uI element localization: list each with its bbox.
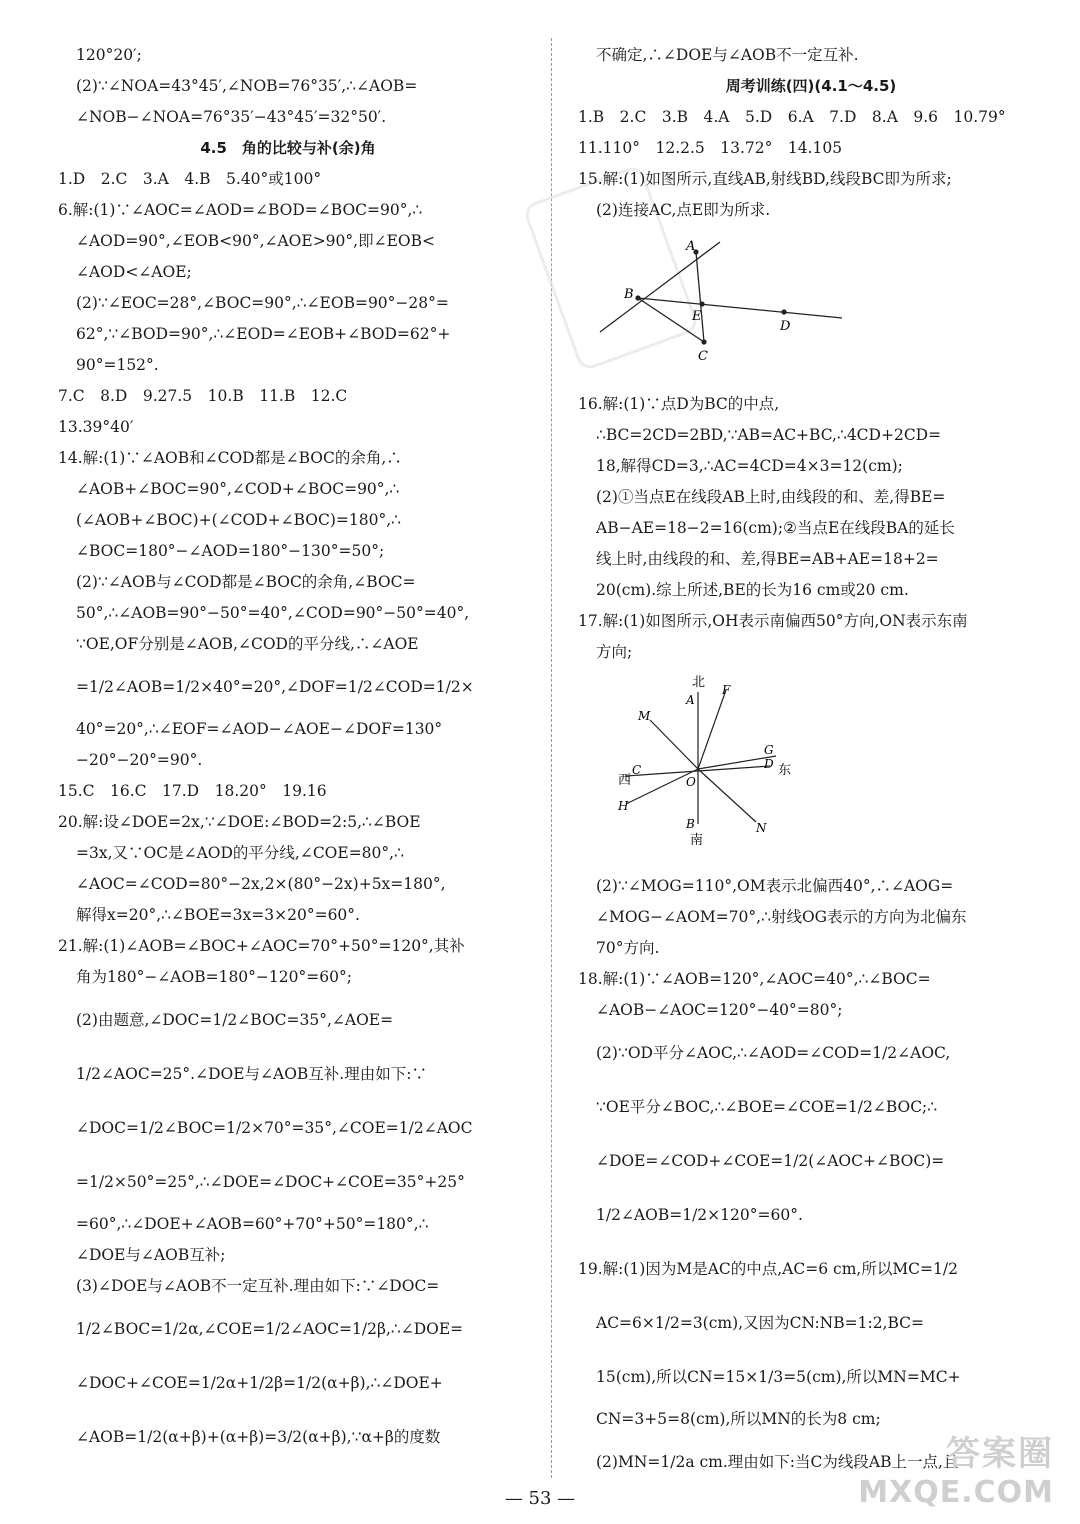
- answer-line: 4.5 角的比较与补(余)角: [200, 139, 376, 157]
- answer-line: =1/2∠AOB=1/2×40°=20°,∠DOF=1/2∠COD=1/2×: [76, 678, 474, 696]
- fig1-label-b: B: [624, 287, 634, 302]
- answer-line: 11.110° 12.2.5 13.72° 14.105: [578, 139, 843, 157]
- answer-line: 20(cm).综上所述,BE的长为16 cm或20 cm.: [596, 581, 909, 599]
- fig2-label-f: F: [722, 683, 731, 697]
- answer-line: =60°,∴∠DOE+∠AOB=60°+70°+50°=180°,∴: [76, 1215, 429, 1233]
- answer-line: ∠AOD=90°,∠EOB<90°,∠AOE>90°,即∠EOB<: [76, 232, 435, 250]
- fig2-label-o: O: [686, 775, 696, 789]
- answer-line: ∠AOD<∠AOE;: [76, 263, 192, 281]
- fig1-label-e: E: [692, 309, 702, 324]
- fig1-label-c: C: [698, 349, 708, 364]
- answer-line: ∠AOB−∠AOC=120°−40°=80°;: [596, 1001, 843, 1019]
- fig2-south: 南: [690, 833, 704, 848]
- fig2-label-d: D: [764, 757, 774, 771]
- fig2-label-h: H: [618, 799, 629, 813]
- answer-line: 方向;: [596, 643, 633, 661]
- right-column: [578, 40, 1044, 1489]
- answer-line: 62°,∵∠BOD=90°,∴∠EOD=∠EOB+∠BOD=62°+: [76, 325, 451, 343]
- answer-line: ∠AOB=1/2(α+β)+(α+β)=3/2(α+β),∵α+β的度数: [76, 1428, 441, 1446]
- answer-line: 120°20′;: [76, 46, 142, 64]
- answer-line: ∠DOE与∠AOB互补;: [76, 1246, 226, 1264]
- answer-line: 1/2∠AOC=25°.∠DOE与∠AOB互补.理由如下:∵: [76, 1065, 427, 1083]
- answer-line: ∠AOB+∠BOC=90°,∠COD+∠BOC=90°,∴: [76, 480, 400, 498]
- answer-line: ∠AOC=∠COD=80°−2x,2×(80°−2x)+5x=180°,: [76, 875, 446, 893]
- answer-line: ∠MOG−∠AOM=70°,∴射线OG表示的方向为北偏东: [596, 908, 967, 926]
- fig2-label-a: A: [686, 693, 695, 707]
- answer-line: (2)连接AC,点E即为所求.: [596, 201, 771, 219]
- answer-line: AB−AE=18−2=16(cm);②当点E在线段BA的延长: [596, 519, 955, 537]
- answer-line: (2)∵OD平分∠AOC,∴∠AOD=∠COD=1/2∠AOC,: [596, 1044, 951, 1062]
- answer-line: ∴BC=2CD=2BD,∵AB=AC+BC,∴4CD+2CD=: [596, 426, 942, 444]
- answer-line: ∵OE平分∠BOC,∴∠BOE=∠COE=1/2∠BOC;∴: [596, 1098, 938, 1116]
- right-top-block: [578, 40, 1044, 226]
- page-number: — 53 —: [504, 1488, 576, 1509]
- fig2-north: 北: [692, 675, 706, 690]
- fig2-label-g: G: [764, 743, 774, 757]
- answer-line: 1.B 2.C 3.B 4.A 5.D 6.A 7.D 8.A 9.6 10.79°: [578, 108, 1006, 126]
- direction-figure-q17: [598, 674, 798, 854]
- answer-line: 1/2∠AOB=1/2×120°=60°.: [596, 1206, 803, 1224]
- answer-line: ∠DOC+∠COE=1/2α+1/2β=1/2(α+β),∴∠DOE+: [76, 1374, 443, 1392]
- watermark-url: MXQE.COM: [858, 1475, 1054, 1510]
- fig2-west: 西: [618, 773, 632, 788]
- answer-line: 线上时,由线段的和、差,得BE=AB+AE=18+2=: [596, 550, 939, 568]
- answer-line: 14.解:(1)∵∠AOB和∠COD都是∠BOC的余角,∴: [58, 449, 402, 467]
- answer-line: (2)∵∠AOB与∠COD都是∠BOC的余角,∠BOC=: [76, 573, 416, 591]
- fig2-east: 东: [778, 763, 792, 778]
- answer-line: 70°方向.: [596, 939, 660, 957]
- answer-line: 1.D 2.C 3.A 4.B 5.40°或100°: [58, 170, 322, 188]
- answer-line: 13.39°40′: [58, 418, 134, 436]
- answer-line: (2)∵∠NOA=43°45′,∠NOB=76°35′,∴∠AOB=: [76, 77, 418, 95]
- answer-line: 21.解:(1)∠AOB=∠BOC+∠AOC=70°+50°=120°,其补: [58, 937, 465, 955]
- answer-line: 周考训练(四)(4.1～4.5): [725, 77, 897, 95]
- fig2-label-m: M: [638, 709, 651, 723]
- answer-line: 解得x=20°,∴∠BOE=3x=3×20°=60°.: [76, 906, 360, 924]
- fig1-label-d: D: [780, 319, 791, 334]
- answer-line: (3)∠DOE与∠AOB不一定互补.理由如下:∵∠DOC=: [76, 1277, 440, 1295]
- fig2-label-c: C: [632, 763, 642, 777]
- answer-line: (2)由题意,∠DOC=1/2∠BOC=35°,∠AOE=: [76, 1011, 394, 1029]
- answer-line: 不确定,∴∠DOE与∠AOB不一定互补.: [596, 46, 859, 64]
- answer-line: ∠DOE=∠COD+∠COE=1/2(∠AOC+∠BOC)=: [596, 1152, 945, 1170]
- answer-line: 15(cm),所以CN=15×1/3=5(cm),所以MN=MC+: [596, 1368, 961, 1386]
- answer-line: 16.解:(1)∵点D为BC的中点,: [578, 395, 780, 413]
- fig2-label-b: B: [686, 817, 695, 831]
- answer-line: CN=3+5=8(cm),所以MN的长为8 cm;: [596, 1410, 881, 1428]
- fig2-label-n: N: [756, 821, 767, 835]
- answer-line: 1/2∠BOC=1/2α,∠COE=1/2∠AOC=1/2β,∴∠DOE=: [76, 1320, 464, 1338]
- answer-line: (2)∵∠MOG=110°,OM表示北偏西40°,∴∠AOG=: [596, 877, 954, 895]
- answer-line: 40°=20°,∴∠EOF=∠AOD−∠AOE−∠DOF=130°: [76, 720, 443, 738]
- answer-line: 7.C 8.D 9.27.5 10.B 11.B 12.C: [58, 387, 348, 405]
- answer-line: 18,解得CD=3,∴AC=4CD=4×3=12(cm);: [596, 457, 903, 475]
- answer-line: =1/2×50°=25°,∴∠DOE=∠DOC+∠COE=35°+25°: [76, 1173, 465, 1191]
- answer-line: ∠BOC=180°−∠AOD=180°−130°=50°;: [76, 542, 385, 560]
- answer-line: =3x,又∵OC是∠AOD的平分线,∠COE=80°,∴: [76, 844, 404, 862]
- left-column: [58, 40, 518, 1464]
- answer-line: 50°,∴∠AOB=90°−50°=40°,∠COD=90°−50°=40°,: [76, 604, 470, 622]
- answer-line: (2)①当点E在线段AB上时,由线段的和、差,得BE=: [596, 488, 946, 506]
- fig1-label-a: A: [686, 239, 696, 254]
- watermark-logo-text: 答案圈: [946, 1434, 1054, 1474]
- answer-line: (∠AOB+∠BOC)+(∠COD+∠BOC)=180°,∴: [76, 511, 401, 529]
- answer-line: (2)MN=1/2a cm.理由如下:当C为线段AB上一点,且: [596, 1453, 959, 1471]
- right-middle-block: [578, 389, 1044, 668]
- answer-line: 15.解:(1)如图所示,直线AB,射线BD,线段BC即为所求;: [578, 170, 952, 188]
- answer-line: ∠DOC=1/2∠BOC=1/2×70°=35°,∠COE=1/2∠AOC: [76, 1119, 473, 1137]
- answer-line: 19.解:(1)因为M是AC的中点,AC=6 cm,所以MC=1/2: [578, 1260, 958, 1278]
- answer-line: ∠NOB−∠NOA=76°35′−43°45′=32°50′.: [76, 108, 387, 126]
- answer-line: (2)∵∠EOC=28°,∠BOC=90°,∴∠EOB=90°−28°=: [76, 294, 449, 312]
- answer-line: 15.C 16.C 17.D 18.20° 19.16: [58, 782, 327, 800]
- answer-line: −20°−20°=90°.: [76, 751, 203, 769]
- site-watermark: [858, 1426, 1054, 1510]
- answer-line: 角为180°−∠AOB=180°−120°=60°;: [76, 968, 352, 986]
- answer-line: 17.解:(1)如图所示,OH表示南偏西50°方向,ON表示东南: [578, 612, 968, 630]
- answer-line: 18.解:(1)∵∠AOB=120°,∠AOC=40°,∴∠BOC=: [578, 970, 931, 988]
- answer-line: AC=6×1/2=3(cm),又因为CN:NB=1:2,BC=: [596, 1314, 925, 1332]
- answer-line: 6.解:(1)∵∠AOC=∠AOD=∠BOD=∠BOC=90°,∴: [58, 201, 423, 219]
- answer-line: 20.解:设∠DOE=2x,∵∠DOE:∠BOD=2:5,∴∠BOE: [58, 813, 421, 831]
- geometry-figure-q15: [598, 232, 848, 372]
- right-bottom-block: [578, 871, 1044, 1489]
- answer-line: 90°=152°.: [76, 356, 159, 374]
- answer-line: ∵OE,OF分别是∠AOB,∠COD的平分线,∴∠AOE: [76, 635, 419, 653]
